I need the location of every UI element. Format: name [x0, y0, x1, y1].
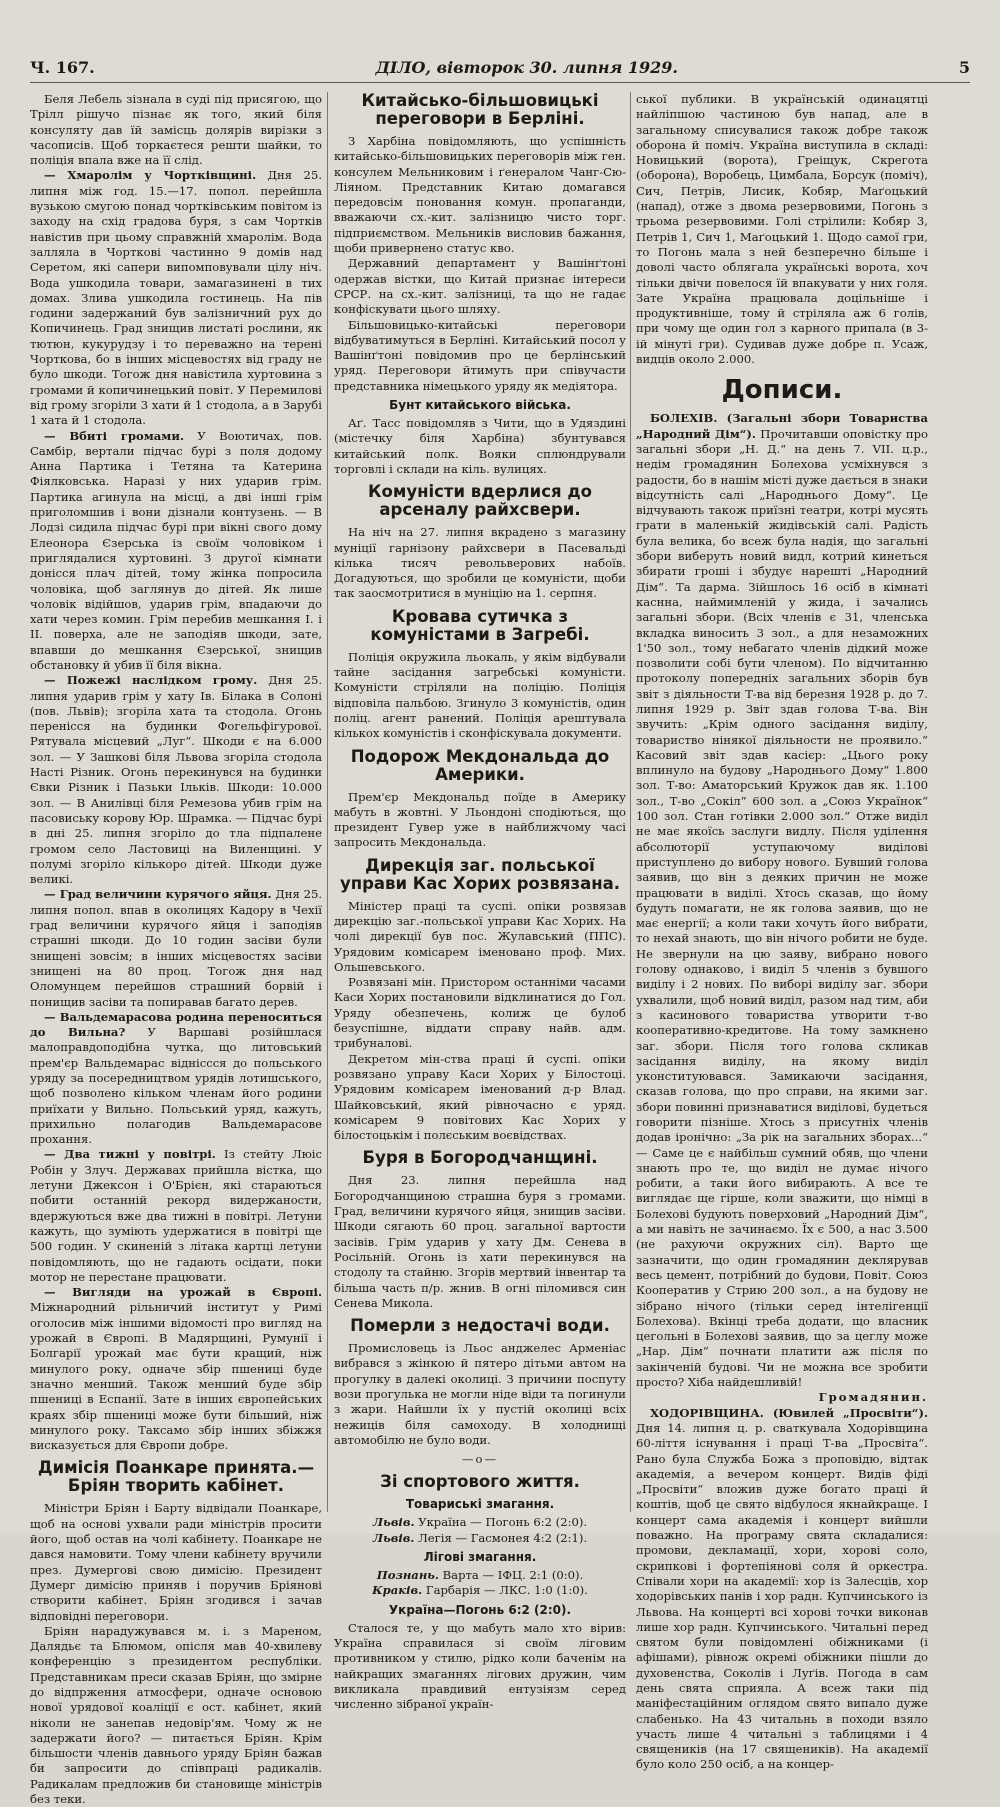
item-text: Прочитавши оповістку про загальні збори „Н. Д.“ на день 7. VII. ц.р., недім громадянин Болехова усміхнувся з радости, бо в нашім місті дуже дається в знаки відсутність салі „Народнього Дому“. Це відчувають також приїзні театри, котрі мусять грати в маленькій жидівській салі. Радість була велика, бо всеж була надія, що загальні збори виберуть новий видл, котрий кинеться збирати гроші і збудує нарешті „Народний Дім“. Та дарма. Зійшлось 16 осіб в кімнаті каснна, наймимленій у жида, і зачались загальні збори. (Всіх членів є 31, членська вкладка виносить 3 зол., а для незаможних 1'50 зол., тому небагато членів дідкий може позволити собі бути членом). По відчитанню протоколу попередніх загальних зборів був звіт з діяльности Т-ва від березня 1928 р. до 7. липня 1929 р. Звіт здав голова Т-ва. Він звучить: „Крім одного засідання виділу, товариство нінякої діяльности не проявило.“ Касовий звіт здав касієр: „Цього року вплинуло на будову „Народнього Дому“ 1.800 зол. Т-во: Аматорський Кружок дав як. 1.100 зол., Т-во „Сокіл“ 600 зол. а „Союз Українок“ 100 зол. Стан готівки 2.000 зол.“ Отже виділ не має якоїсь заслуги видлу. Після уділення абсолюторії уступаючому виділові приступлено до вибору нового. Бувший голова заявив, що він з деяких причин не може працювати в виділі. Хтось сказав, що йому будуть помагати, не як голова заявив, що не має енергії; а коли таки хочуть його вибрати, то нехай знають, що він нічого робити не буде. Не звернули на цю заяву, вибрано нового голову однаково, і виділ 5 членів з бувшого виділу і 2 нових. По виборі виділу заг. збори ухвалили, щоб новий виділ, разом над тим, аби з касинового товариства утворити т-во кооперативно-кредитове. На тому замкнено заг. збори. Після того голова скликав засідання виділу, на якому виділ уконституювався. Замикаючи засідання, сказав голова, що про справи, на якими заг. збори повинні признаватися виділові, будеться говорити пізніше. Хтось з присутніх членів додав іронічно: „За рік на загальних зборах...“ — Саме це є найбільш сумний обяв, що члени знають про те, що виділ не думає нічого робити, а таки його вибирають. А все те виглядає ще гірше, коли зважити, що німці в Болехові будують поверховий „Народний Дім“, а ми навіть не зачинаємо. Їх є 500, а нас 3.500 (не рахуючи окружних сіл). Варто ще зазначити, що один громадянин деклярував весь цемент, потрібний до будови, Повіт. Союз Кооператив у Стрию 200 зол., а на будову не зібрано нічого (тільки серед інтелігенції Болехова). Вкінці треба додати, що власник цегольні в Болехові заявив, що за цеглу може „Нар. Дім“ почнати платити аж після по закінченій будові. Чи не можна все зробити просто? Хіба найдешливій! [636, 426, 928, 1390]
match-result [334, 1568, 626, 1583]
article-text: Прем'єр Мекдональд поїде в Америку мабуть в жовтні. У Льондоні сподіються, що президент Гувер уже в найближчому часі запросить Мекдональда. [334, 789, 626, 850]
match-result [334, 1515, 626, 1530]
match-city: Краків. [372, 1583, 423, 1598]
article-text: Декретом мін-ства праці й суспі. опіки розвязано управу Каси Хорих у Білостоці. Урядовим комісарем іменований д-р Влад. Шайковський, який рівночасно є уряд. комісарем 9 повітових Кас Хорих у білостоцькім і полєським воєвідствах. [334, 1051, 626, 1143]
news-item [636, 1406, 928, 1773]
article-text: Аґ. Тасс повідомляв з Чити, що в Удяздині (містечку біля Харбіна) збунтувався китайський полк. Вояки сплюндрували торговлі і склади на кіль. вулицях. [334, 416, 626, 476]
headline: Комуністи вдерлися до арсеналу райхсвери. [368, 482, 592, 520]
subheadline: Бунт китайського війська. [389, 398, 571, 413]
article-text: Розвязані мін. Пристором останніми часами Каси Хорих постановили відклинатися до Гол. Уряду обезпечень, колиж це булоб безуспішне, віддати справу найв. адм. трибуналові. [334, 975, 626, 1051]
page-number: 5 [958, 58, 970, 77]
item-text: Із стейту Люіс Робін у Злуч. Державах прийшла вістка, що летуни Джексон і О'Брієн, які стараються побити останній рекорд видержаности, вдержуються вже два тижні в повітрі. Летуни кажуть, що зуміють удержатися в повітрі ще 500 годин. У скиненій з літака картці летуни повідомляють, що не гадають осідати, поки мотор не перестане працювати. [30, 1147, 322, 1284]
article-text: Дня 23. липня перейшла над Богородчанщиною страшна буря з громами. Град, величини курячого яйця, знищив засіви. Шкоди сягають 60 проц. загальної вартости засівів. Грім ударив у хату Дм. Сенева в Росільній. Огонь із хати перекинувся на стодолу та стайню. Згорів мертвий інвентар та більша часть п/р. жнив. В огні піломився син Сенева Микола. [334, 1173, 626, 1310]
item-text: Дня 14. липня ц. р. сваткувала Ходорівщина 60-ліття існування і праці Т-ва „Просвіта“. Рано була Служба Божа з проповідю, відтак академія, а вечером концерт. Видів фіді „Просвіти“ вложив дуже богато праці й коштів, щоб це свято відбулося якнайкраще. І концерт сама академія і концерт вийшли поважно. На програму свята складалися: промови, декламації, хори, хорові соло, скрипкові і фортепіянові соля й оркестра. Співали хори на академії: хор із Залесців, хор ходорівських панів і хор радн. Купчинського із Львова. На концерті всі хорові точки виконав лише хор радн. Купчинського. Читальні перед святом були повідомлені обіжниками (і афішами), рівнож окремі обіжники пішли до духовенства, Соколів і Луґів. Погода в сам день свята сприяла. А всеж таки під маніфестаційним оглядом свято випало дуже слабенько. На 43 читальнь в походи взяло участь лише 4 читальні з таблицями і 4 священиків (на 17 священиків). На академії було коло 250 осіб, а на концер- [636, 1420, 928, 1772]
news-item [30, 429, 322, 674]
match-result [334, 1531, 626, 1546]
headline: Померли з недостачі води. [350, 1316, 610, 1336]
match-score: Україна — Погонь 6:2 (2:0). [418, 1515, 588, 1530]
match-city: Познань. [376, 1568, 439, 1583]
article-text: Поліція окружила льокаль, у якім відбували тайне засідання загребські комуністи. Комуністи стріляли на поліцію. Поліція відповіла пальбою. Згинуло 3 комуністів, один поліц. агент ранений. Поліція арештувала кількох комуністів і сконфіскувала документи. [334, 649, 626, 741]
match-score: Гарбарія — ЛКС. 1:0 (1:0). [425, 1583, 588, 1598]
match-score: Легія — Гасмонея 4:2 (2:1). [418, 1530, 588, 1545]
news-item [30, 168, 322, 428]
match-city: Львів. [372, 1530, 415, 1545]
article-text: Міністри Бріян і Барту відвідали Поанкаре, щоб на основі ухвали ради міністрів просити його, щоб остав на чолі кабінету. Поанкаре не дався намовити. Тому члени кабінету вручили през. Думергові свою димісію. Президент Думерг димісію приняв і поручив Бріянові створити кабінет. Бріян згодився і зачав відповідні переговори. [30, 1501, 322, 1623]
article-text: Бріян нарадужувався м. і. з Мареном, Далядьє та Блюмом, опісля мав 40-хвилеву конференцію з президентом республіки. Представникам преси сказав Бріян, що змірне до відпрження атмосфери, одначе основою нової урядової коаліції є ост. кабінет, який ніколи не занепав недовір'ям. Чому ж не задержати його? — питається Бріян. Крім більшости членів давнього уряду Бріян бажав би запросити до співпраці радикалів. Радикалам предложив би становище міністрів без теки. [30, 1623, 322, 1807]
subheadline: Товариські змагання. [405, 1497, 555, 1512]
match-city: Львів. [372, 1515, 415, 1530]
news-item [30, 1147, 322, 1285]
item-text: У Воютичах, пов. Самбір, вертали підчас бурі з поля додому Анна Партика і Тетяна та Катерина Фіялковська. Наразі у них ударив грім. Партика агинула на місці, а дві інші грім приголомшив і вони дізнали контузень. — В Лодзі сидила підчас бурі при вікні свого дому Елеонора Єзерська із своїм чоловіком і приглядалися хуртовині. З другої кімнати донісся плач дітей, тому жінка попросила чоловіка, щоб заглянув до дітей. Як лише чоловік відійшов, ударив грім, впадаючи до хати через комин. Грім перебив мешкання І. і ІІ. поверха, але не заподіяв шкоди, зате, впавши до мешкання Єзерської, знищив обстановку й убив її біля вікна. [30, 428, 322, 672]
headline: Дирекція заг. польської управи Кас Хорих розвязана. [339, 855, 621, 893]
item-title: — Два тижні у повітрі. [44, 1147, 216, 1162]
column-3 [636, 92, 928, 1772]
news-item [30, 1010, 322, 1148]
headline: Димісія Поанкаре принята.— Бріян творить кабінет. [37, 1458, 315, 1496]
news-item [636, 411, 928, 1390]
column-2 [334, 91, 626, 1712]
headline: Подорож Мекдональда до Америки. [350, 746, 610, 784]
article-text: Сталося те, у що мабуть мало хто вірив: Україна справилася зі своїм ліговим противником у стилю, рідко коли баченім на найкращих змаганнях лігових дружин, чим викликала правдивий ентузіязм серед численно зібраної україн- [334, 1620, 626, 1712]
article-text: ської публики. В українській одинацятці найліпшою частиною був напад, але в загальному списувалися також добре також оборона й поміч. Україна виступила в складі: Новицький (ворота), Греіщук, Скрегота (оборона), Воробець, Цимбала, Борсук (поміч), Сич, Петрів, Лисик, Кобяр, Маґоцький (напад), отже з двома резервовими, Погонь з трьома резервовими. Голі стрілили: Кобяр 3, Петрів 1, Сич 1, Маґоцький 1. Щодо самої гри, то Погонь мала з ней безперечно більше і доволі часто облягала українські ворота, хоч тільки двічи повелося їй впакувати у них голя. Зате Україна працювала доцільніше і продуктивніше, тому й стріляла аж 6 голів, при чому ще один гол з карного припала (в 3-ій мінуті гри). Судивав дуже добре п. Усаж, видців около 2.000. [636, 92, 928, 367]
article-text: Державний департамент у Вашінґтоні одержав вістки, що Китай признає інтереси СРСР. на сх.-кит. залізниці, та що не гадає конфіскувати цього шляху. [334, 256, 626, 317]
separator: —o— [461, 1452, 499, 1467]
item-text: Дня 25. липня між год. 15.—17. попол. перейшла вузькою смугою понад чортківським повітом із заходу на схід градова буря, з сам Чортків навістив при цьому справжній хмаролім. Вода залляла в Чорткові частинно 9 домів над Серетом, які сапери випомповували цілу ніч. Вода ушкодила товари, замагазинені в тих домах. Злива ушкодила гостинець. На пів години задержаний був залізничний рух до Копичинець. Град знищив листаті рослини, як тютюн, кукурудзу і то переважно на терені Чорткова, бо в інших місцевостях від граду не було шкоди. Тогож дня навістила хуртовина з громами й копичинецький повіт. У Перемилові від грому згоріли 3 хати й 1 стодола, а в Зарубі 1 хата й 1 стодола. [30, 168, 322, 428]
news-item [30, 887, 322, 1009]
article-text: Більшовицько-китайські переговори відбуватимуться в Берліні. Китайський посол у Вашінґтоні повідомив про це берлінський уряд. Переговори йтимуть при співучасти представника німецького уряду як медіятора. [334, 317, 626, 393]
paper-title: ДІЛО, [375, 58, 431, 77]
news-item [30, 1285, 322, 1453]
item-text: Дня 25. липня ударив грім у хату Ів. Білака в Солоні (пов. Львів); згоріла хата та стодола. Огонь перенісся на будинки Фогельфігурової. Рятувала місцевий „Луг“. Шкоди є на 6.000 зол. — У Зашкові біля Львова згоріла стодола Насті Різник. Огонь перекинувся на будинки Євки Різник і Пазьки Ільків. Шкоди: 10.000 зол. — В Анилівці біля Ремезова убив грім на пасовиську корову Юр. Шрамка. — Підчас бурі в дні 25. липня згоріло до тла підпалене громом село Ластовиці на Виленщині. У полумі згоріло кількоро дітей. Шкоди дуже великі. [30, 673, 323, 887]
item-text: Міжнародний рільничий інститут у Римі оголосив між іншими відомості про вигляд на урожай в Європі. В Мадярщині, Румунії і Болгарії урожай має бути кращий, ніж минулого року, одначе збір пшениці буде значно менший. Також менший буде збір пшениці в Еспанії. Зате в інших європейських краях збір пшениці може бути більший, ніж минулого року. Таксамо збір інших збіжжя висказується для Європи добре. [30, 1300, 322, 1453]
article-text: Беля Лебель зізнала в суді під присягою, що Трілл рішучо пізнає як того, який біля консуляту дав їй замісць долярів вирізки з часописів. Щоб торкаєтеся решти шайки, то поліція впала вже на її слід. [30, 92, 322, 168]
article-text: Промисловець із Льос анджелес Арменіас вибрався з жінкою й пятеро дітьми автом на прогулку в далекі околиці. З причини поспуту вози прогулька не могли ніде віди та погинули з жари. Найшли їх у пустій околиці всіх нежиців біля самоходу. В холоднищі автомобілю не було води. [334, 1341, 626, 1447]
issue-number: Ч. 167. [30, 58, 95, 77]
item-text: У Варшаві розійшлася малоправдоподібна чутка, що литовський прем'єр Вальдемарас відніссся до польського уряду за посередництвом урядів лотишського, щоб позволено кільком членам його родини приїхати у Вильно. Польський уряд, кажуть, прихильно полагодив Вальдемарасове прохання. [30, 1025, 322, 1147]
item-text: Дня 25. липня попол. впав в околицях Кадору в Чехії град величини курячого яйця і заподіяв страшні шкоди. До 10 годин засіви були знищені зовсім; в інших місцевостях засіви знищені на 80 проц. Тогож дня над Оломунцем перейшов страшний борвій і понищив засіви та попиравав багато дерев. [30, 887, 323, 1009]
column-rule [327, 92, 328, 1512]
item-title: БОЛЕХІВ. (Загальні збори Товариства „Народний Дім“). [636, 411, 928, 441]
column-1 [30, 92, 323, 1807]
match-result [334, 1583, 626, 1598]
item-title: — Хмаролім у Чортківщині. [44, 168, 257, 183]
item-title: — Вигляди на урожай в Європі. [44, 1285, 322, 1300]
signature: Громадянин. [818, 1390, 928, 1405]
article-text: На ніч на 27. липня вкрадено з магазину муніції гарнізону райхсвери в Пасевальді кілька тисяч револьверових набоїв. Догадуються, що зробили це комуністи, щоби так заосмотритися в муніцію на 1. серпня. [334, 525, 626, 601]
masthead [30, 58, 970, 83]
item-title: — Вальдемарасова родина переноситься до Вильна? [30, 1009, 322, 1040]
item-title: ХОДОРІВЩИНА. (Ювилей „Просвіти“). [650, 1405, 928, 1420]
subheadline: Україна—Погонь 6:2 (2:0). [388, 1602, 572, 1617]
news-item [30, 673, 322, 887]
section-heading: Дописи. [721, 375, 843, 406]
masthead-center [376, 58, 678, 77]
article-text: Міністер праці та суспі. опіки розвязав дирекцію заг.-польської управи Кас Хорих. На чолі дирекції був пос. Жулавський (ППС). Урядовим комісарем іменовано проф. Мих. Ольшевського. [334, 898, 626, 974]
column-rule [630, 92, 631, 1512]
match-score: Варта — ІФЦ. 2:1 (0:0). [442, 1568, 584, 1583]
item-title: — Пожежі наслідком грому. [44, 673, 258, 688]
headline: Китайсько-більшовицькі переговори в Берліні. [361, 91, 599, 128]
subheadline: Лігові змагання. [423, 1550, 537, 1565]
article-text: З Харбіна повідомляють, що успішність китайсько-більшовицьких переговорів між ген. консулем Мельниковим і ґенералом Чанг-Сю-Ліяном. Представник Китаю домагався передовсім поновання комун. пропаганди, вважаючи сх.-кит. залізницю чисто торг. підприємством. Мельників висловив бажання, щоби привернено статус кво. [334, 134, 626, 256]
issue-date: вівторок 30. липня 1929. [436, 58, 678, 77]
item-title: — Град величини курячого яйця. [44, 887, 272, 902]
headline: Кровава сутичка з комуністами в Загребі. [370, 606, 590, 644]
headline: Зі спортового життя. [380, 1472, 580, 1492]
item-title: — Вбиті громами. [44, 428, 185, 443]
headline: Буря в Богородчанщині. [362, 1148, 598, 1168]
